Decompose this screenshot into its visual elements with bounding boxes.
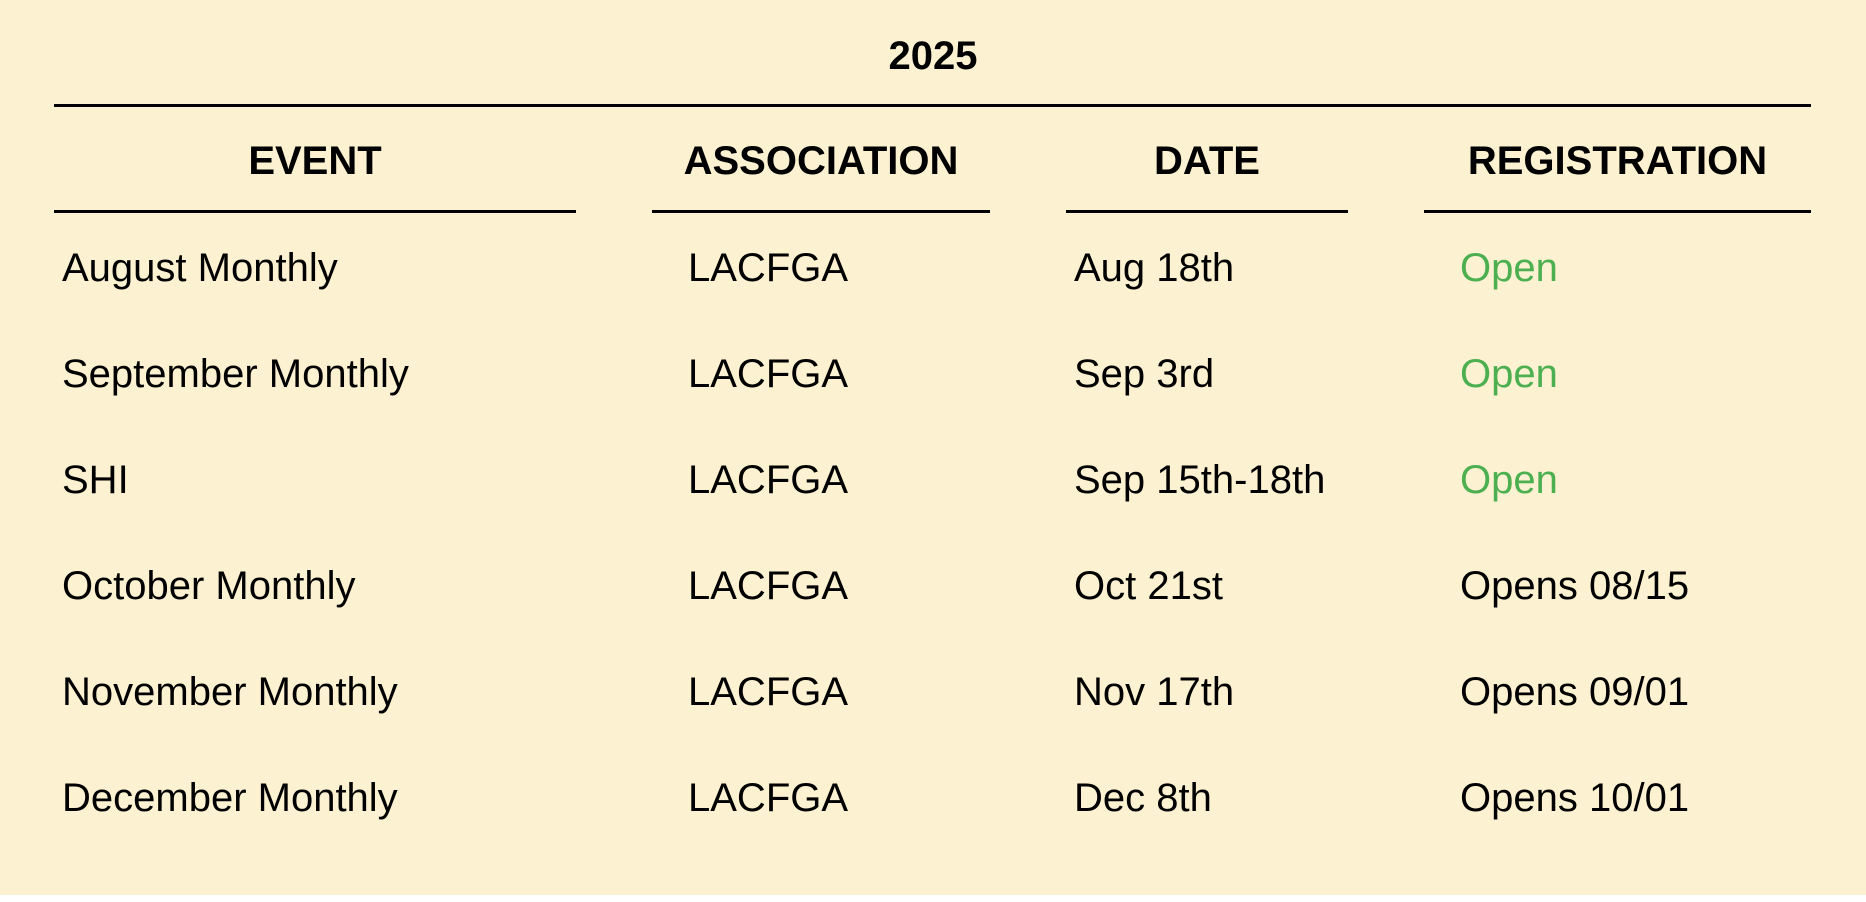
header-divider-association [652, 210, 990, 213]
date-cell: Oct 21st [1074, 564, 1223, 608]
top-divider [54, 104, 1811, 107]
event-name-cell: December Monthly [62, 776, 398, 820]
association-cell: LACFGA [688, 352, 849, 396]
date-cell: Sep 15th-18th [1074, 458, 1326, 502]
date-cell: Nov 17th [1074, 670, 1235, 714]
association-cell: LACFGA [688, 564, 849, 608]
association-cell: LACFGA [688, 458, 849, 502]
column-header-registration: REGISTRATION [1467, 139, 1768, 183]
registration-status-cell: Opens 08/15 [1460, 564, 1690, 608]
column-header-association: ASSOCIATION [683, 139, 959, 183]
event-name-cell: September Monthly [62, 352, 409, 396]
registration-status-cell: Opens 09/01 [1460, 670, 1690, 714]
header-divider-registration [1424, 210, 1811, 213]
year-heading: 2025 [888, 34, 978, 78]
date-cell: Sep 3rd [1074, 352, 1215, 396]
header-divider-date [1066, 210, 1348, 213]
event-name-cell: SHI [62, 458, 129, 502]
registration-status-cell: Open [1460, 352, 1558, 396]
date-cell: Aug 18th [1074, 246, 1235, 290]
event-name-cell: November Monthly [62, 670, 398, 714]
column-header-event: EVENT [248, 139, 382, 183]
header-divider-event [54, 210, 576, 213]
association-cell: LACFGA [688, 776, 849, 820]
event-name-cell: October Monthly [62, 564, 356, 608]
association-cell: LACFGA [688, 670, 849, 714]
column-header-date: DATE [1154, 139, 1260, 183]
event-name-cell: August Monthly [62, 246, 338, 290]
registration-status-cell: Open [1460, 246, 1558, 290]
date-cell: Dec 8th [1074, 776, 1212, 820]
registration-status-cell: Open [1460, 458, 1558, 502]
association-cell: LACFGA [688, 246, 849, 290]
registration-status-cell: Opens 10/01 [1460, 776, 1690, 820]
